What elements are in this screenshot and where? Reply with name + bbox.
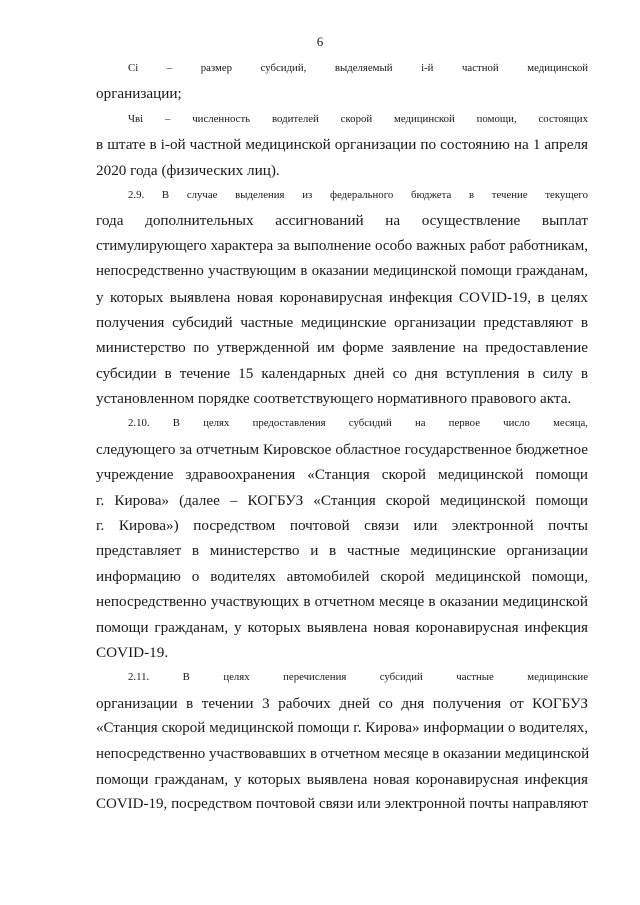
- text-line: г. Кирова») посредством почтовой связи или электронной почты: [96, 517, 588, 535]
- text-line: министерство по утвержденной им форме заявление на предоставление: [96, 339, 588, 357]
- text-line: помощи гражданам, у которых выявлена новая коронавирусная инфекция: [96, 618, 588, 636]
- text-line: Ci – размер субсидий, выделяемый i-й частной медицинской: [128, 62, 588, 74]
- text-line: Чвi – численность водителей скорой медицинской помощи, состоящих: [128, 112, 588, 125]
- paragraph: [96, 107, 588, 183]
- text-line: помощи гражданам, у которых выявлена новая коронавирусная инфекция: [96, 770, 588, 788]
- text-line: стимулирующего характера за выполнение особо важных работ работникам,: [96, 237, 588, 254]
- text-line: непосредственно участвовавших в отчетном месяце в оказании медицинской: [96, 745, 590, 762]
- text-line: COVID-19.: [96, 643, 169, 661]
- text-line: 2020 года (физических лиц).: [96, 161, 280, 179]
- text-line: COVID-19, посредством почтовой связи или электронной почты направляют: [96, 796, 588, 813]
- text-line: у которых выявлена новая коронавирусная инфекция COVID-19, в целях: [96, 288, 588, 306]
- text-line: установленном порядке соответствующего нормативного правового акта.: [96, 390, 572, 408]
- text-line: субсидии в течение 15 календарных дней со дня вступления в силу в: [96, 364, 588, 382]
- text-line: 2.9. В случае выделения из федерального бюджета в течение текущего: [128, 188, 588, 201]
- text-line: получения субсидий частные медицинские организации представляют в: [96, 313, 588, 331]
- document-body: [96, 56, 588, 818]
- paragraph: [96, 665, 588, 817]
- text-line: «Станция скорой медицинской помощи г. Кирова» информации о водителях,: [96, 720, 588, 737]
- text-line: организации;: [96, 85, 182, 103]
- paragraph: [96, 411, 588, 665]
- text-line: информацию о водителях автомобилей скорой медицинской помощи,: [96, 567, 588, 585]
- text-line: года дополнительных ассигнований на осуществление выплат: [96, 212, 588, 230]
- text-line: 2.11. В целях перечисления субсидий частные медицинские: [128, 671, 588, 684]
- text-line: г. Кирова» (далее – КОГБУЗ «Станция скорой медицинской помощи: [96, 491, 588, 509]
- paragraph: [96, 183, 588, 412]
- text-line: непосредственно участвующим в оказании медицинской помощи гражданам,: [96, 263, 588, 280]
- text-line: в штате в i-ой частной медицинской организации по состоянию на 1 апреля: [96, 136, 588, 154]
- text-line: представляет в министерство и в частные медицинские организации: [96, 542, 588, 560]
- page-number: 6: [316, 34, 324, 49]
- text-line: следующего за отчетным Кировское областное государственное бюджетное: [96, 440, 588, 458]
- text-line: непосредственно участвующих в отчетном месяце в оказании медицинской: [96, 593, 588, 611]
- text-line: учреждение здравоохранения «Станция скорой медицинской помощи: [96, 466, 588, 484]
- text-line: 2.10. В целях предоставления субсидий на первое число месяца,: [128, 417, 588, 430]
- paragraph: [96, 56, 588, 107]
- text-line: организации в течении 3 рабочих дней со дня получения от КОГБУЗ: [96, 694, 588, 712]
